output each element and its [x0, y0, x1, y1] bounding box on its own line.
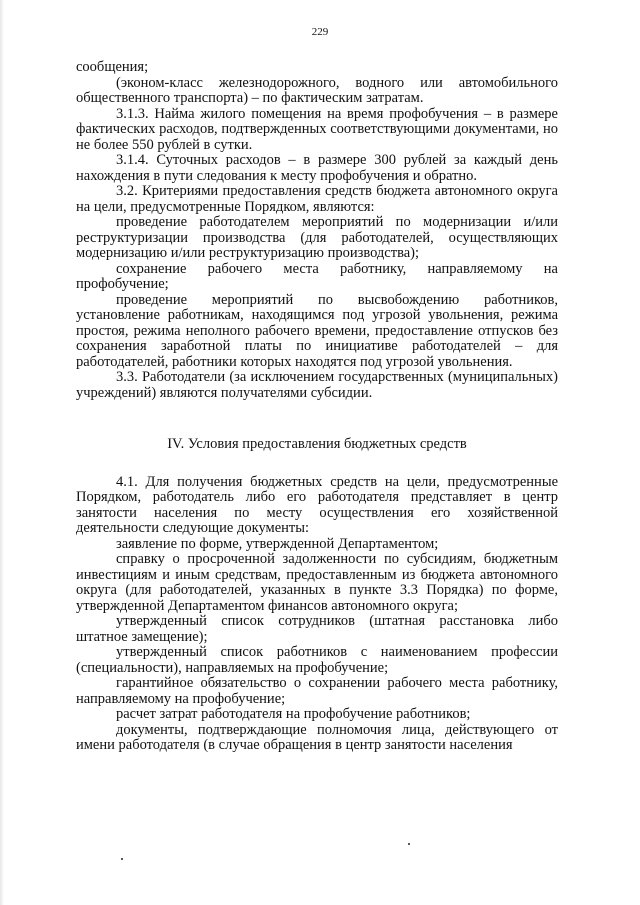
- paragraph: сообщения;: [76, 59, 149, 75]
- paragraph: гарантийное обязательство о сохранении рабочего места работнику, направляемому на профобучение;: [76, 675, 558, 707]
- paragraph: документы, подтверждающие полномочия лица, действующего от имени работодателя (в случае обращения в центр занятости населения: [76, 721, 558, 753]
- paragraph: 4.1. Для получения бюджетных средств на цели, предусмотренные Порядком, работодатель либо его работодателя представляет в центр занятости населения по месту осуществления его хозяйственной деятельности следующие документы:: [76, 473, 558, 536]
- paragraph: заявление по форме, утвержденной Департаментом;: [116, 535, 439, 552]
- paragraph: 3.1.4. Суточных расходов – в размере 300 рублей за каждый день нахождения в пути следования к месту профобучения и обратно.: [76, 152, 558, 184]
- scan-edge: [0, 0, 4, 905]
- paragraph: утвержденный список сотрудников (штатная расстановка либо штатное замещение);: [76, 613, 558, 645]
- scan-speck: [408, 843, 410, 845]
- paragraph: справку о просроченной задолженности по субсидиям, бюджетным инвестициям и иным средствам, предоставленным из бюджета автономного округа (для работодателей, указанных в пункте 3.3 Порядка) по форме, утвержденной Департаментом финансов автономного округа;: [76, 551, 558, 614]
- paragraph: 3.2. Критериями предоставления средств бюджета автономного округа на цели, предусмотренные Порядком, являются:: [76, 183, 558, 215]
- paragraph: проведение мероприятий по высвобождению работников, установление работникам, находящимся под угрозой увольнения, режима простоя, режима неполного рабочего времени, предоставление отпусков без сохранения заработной платы по инициативе работодателей – для работодателей, работники которых находятся под угрозой увольнения.: [76, 291, 558, 370]
- scan-speck: [121, 858, 123, 860]
- paragraph: (эконом-класс железнодорожного, водного или автомобильного общественного транспорта) – по фактическим затратам.: [76, 74, 558, 106]
- section-title: IV. Условия предоставления бюджетных средств: [167, 436, 467, 452]
- document-body: [76, 60, 558, 754]
- paragraph: сохранение рабочего места работнику, направляемому на профобучение;: [76, 260, 558, 292]
- paragraph: 3.3. Работодатели (за исключением государственных (муниципальных) учреждений) являются получателями субсидии.: [76, 369, 558, 401]
- paragraph: 3.1.3. Найма жилого помещения на время профобучения – в размере фактических расходов, подтвержденных соответствующими документами, но не более 550 рублей в сутки.: [76, 105, 558, 153]
- paragraph: расчет затрат работодателя на профобучение работников;: [116, 706, 471, 722]
- paragraph: утвержденный список работников с наименованием профессии (специальности), направляемых на профобучение;: [76, 644, 558, 676]
- page-number: 229: [311, 26, 329, 38]
- paragraph: проведение работодателем мероприятий по модернизации и/или реструктуризации производства (для работодателей, осуществляющих модернизацию и/или реструктуризацию производства);: [76, 214, 558, 261]
